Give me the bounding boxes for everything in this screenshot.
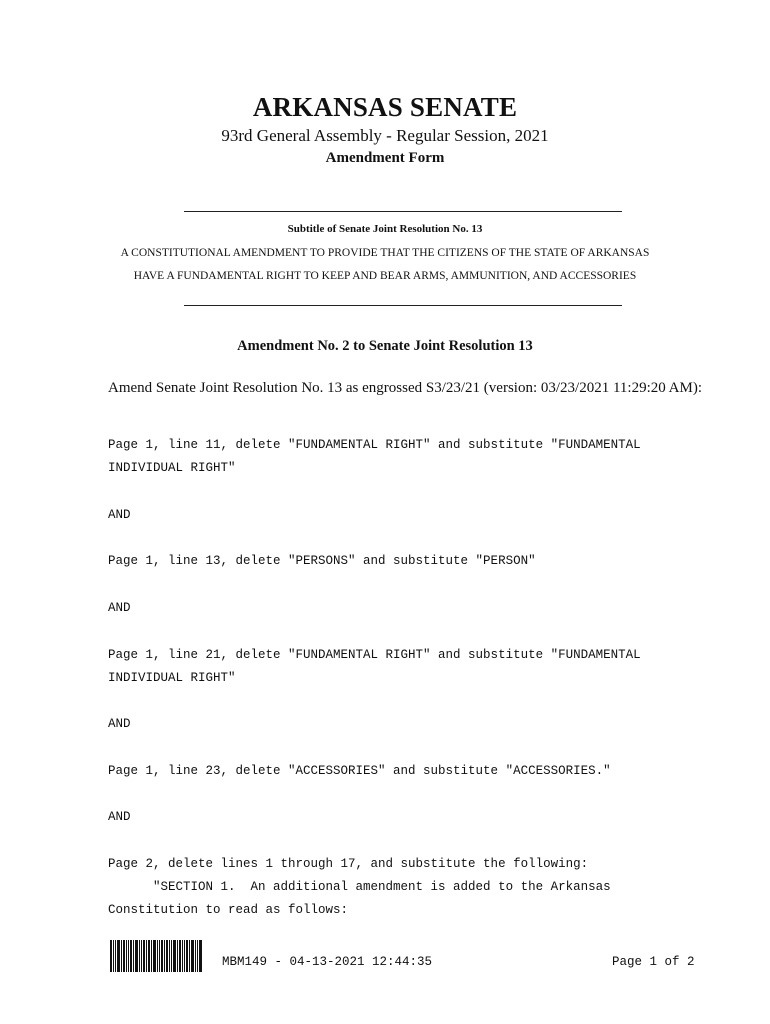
amendment-line: AND <box>108 508 131 522</box>
amendment-line: Page 2, delete lines 1 through 17, and substitute the following: <box>108 857 589 871</box>
barcode-image <box>110 940 202 972</box>
amendment-line: INDIVIDUAL RIGHT" <box>108 671 236 685</box>
amendment-line: Page 1, line 11, delete "FUNDAMENTAL RIGHT" and substitute "FUNDAMENTAL <box>108 438 641 452</box>
subtitle-line: A CONSTITUTIONAL AMENDMENT TO PROVIDE THAT THE CITIZENS OF THE STATE OF ARKANSAS <box>120 247 650 259</box>
session-name: 93rd General Assembly - Regular Session, 2021 <box>221 126 549 145</box>
amendment-line: "SECTION 1. An additional amendment is added to the Arkansas <box>108 880 611 894</box>
amendment-heading: Amendment No. 2 to Senate Joint Resolution 13 <box>237 338 533 354</box>
amendment-line: AND <box>108 717 131 731</box>
page-title: ARKANSAS SENATE <box>252 92 518 122</box>
amendment-line: INDIVIDUAL RIGHT" <box>108 461 236 475</box>
amendment-line: AND <box>108 810 131 824</box>
form-name: Amendment Form <box>325 150 445 166</box>
footer-document-code: MBM149 - 04-13-2021 12:44:35 <box>222 955 433 969</box>
amendment-line: AND <box>108 601 131 615</box>
divider-top <box>184 211 622 212</box>
subtitle-label: Subtitle of Senate Joint Resolution No. 13 <box>287 223 483 235</box>
amendment-intro: Amend Senate Joint Resolution No. 13 as engrossed S3/23/21 (version: 03/23/2021 11:29:20 AM): <box>108 380 702 396</box>
subtitle-line: HAVE A FUNDAMENTAL RIGHT TO KEEP AND BEAR ARMS, AMMUNITION, AND ACCESSORIES <box>133 270 637 282</box>
amendment-line: Page 1, line 21, delete "FUNDAMENTAL RIGHT" and substitute "FUNDAMENTAL <box>108 648 641 662</box>
divider-bottom <box>184 305 622 306</box>
amendment-line: Page 1, line 13, delete "PERSONS" and substitute "PERSON" <box>108 554 536 568</box>
amendment-line: Page 1, line 23, delete "ACCESSORIES" and substitute "ACCESSORIES." <box>108 764 611 778</box>
footer-page-number: Page 1 of 2 <box>612 955 695 969</box>
amendment-line: Constitution to read as follows: <box>108 903 349 917</box>
